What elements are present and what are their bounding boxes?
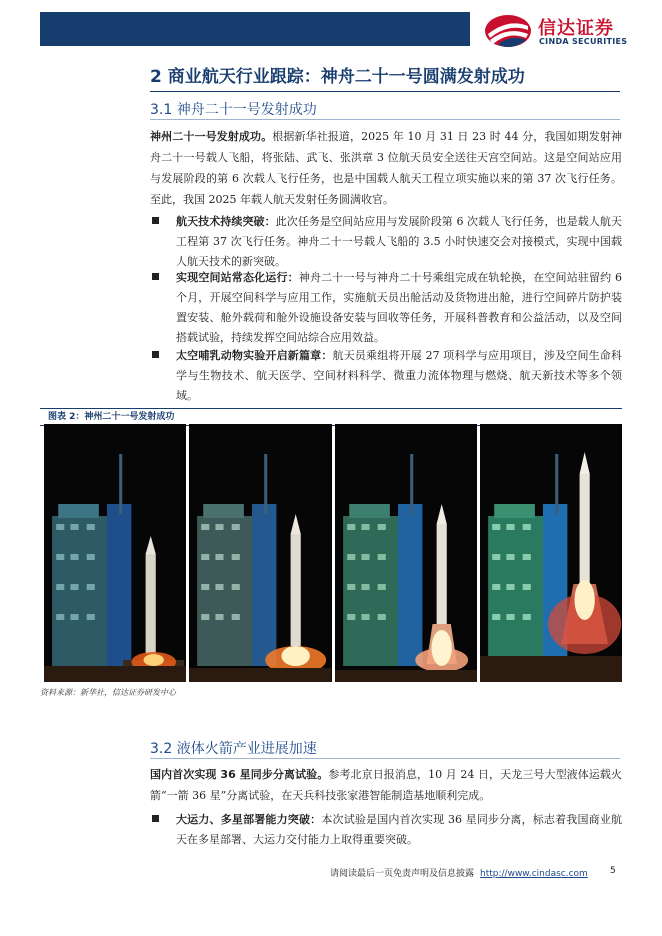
launch-photo-strip	[44, 424, 622, 682]
rocket-launch-photo-4	[480, 424, 622, 682]
footer-disclaimer	[330, 866, 588, 879]
subsection-title-3-1: 3.1 神舟二十一号发射成功	[150, 102, 317, 118]
figure-caption-text: 图表 2：神州二十一号发射成功	[48, 412, 175, 422]
paragraph-lead-bold: 神州二十一号发射成功。	[150, 130, 273, 143]
bullet-bold: 实现空间站常态化运行：	[176, 271, 299, 284]
bullet-square-icon	[152, 815, 159, 822]
rocket-launch-photo-2	[189, 424, 331, 682]
logo-text-cn: 信达证券	[538, 18, 614, 39]
bullet-text	[176, 346, 622, 406]
section-title: 2 商业航天行业跟踪：神舟二十一号圆满发射成功	[150, 67, 525, 87]
footer-disclaimer-text: 请阅读最后一页免责声明及信息披露	[330, 869, 475, 879]
title-divider	[150, 91, 620, 92]
paragraph-lead-bold: 国内首次实现 36 星同步分离试验。	[150, 768, 329, 781]
bullet-bold: 太空哺乳动物实验开启新篇章：	[176, 349, 333, 362]
bullet-text	[176, 212, 622, 272]
bullet-bold: 航天技术持续突破：	[176, 215, 276, 228]
bullet-text	[176, 268, 622, 348]
bullet-body: 航天员乘组将开展 27 项科学与应用项目，涉及空间生命科学与生物技术、航天医学、空间材料科学、微重力流体物理与燃烧、航天新技术等多个领域。	[176, 349, 622, 402]
bullet-body: 神舟二十一号与神舟二十号乘组完成在轨轮换，在空间站驻留约 6 个月，开展空间科学与应用工作，实施航天员出舱活动及货物进出舱，进行空间碎片防护装置安装、舱外载荷和舱外设施设备安装与回收等任务，开展科普教育和公益活动，以及空间搭载试验，持续发挥空间站综合应用效益。	[176, 271, 623, 344]
bullet-bold: 大运力、多星部署能力突破：	[176, 813, 322, 826]
bullet-square-icon	[152, 351, 159, 358]
paragraph-36-satellite-test	[150, 764, 622, 806]
company-logo	[484, 14, 628, 48]
logo-text-en: CINDA SECURITIES	[539, 37, 628, 46]
paragraph-shenzhou-launch	[150, 126, 622, 210]
paragraph-lead-text: 参考北京日报消息，10 月 24 日，天龙三号大型液体运载火箭“一箭 36 星”分离试验，在天兵科技张家港智能制造基地顺利完成。	[150, 768, 623, 802]
paragraph-lead-text: 根据新华社报道，2025 年 10 月 31 日 23 时 44 分，我国如期发射神舟二十一号载人飞船，将张陆、武飞、张洪章 3 位航天员安全送往天宫空间站。这是空间站应用与发展阶段的第 6 次载人飞行任务，也是中国载人航天工程立项实施以来的第 37 次飞行任务。至此，我国 2025 年载人航天发射任务圆满收官。	[150, 130, 622, 206]
bullet-square-icon	[152, 273, 159, 280]
subsection-divider-3-1	[150, 119, 620, 120]
bullet-text	[176, 810, 622, 850]
logo-mark-icon	[484, 14, 532, 48]
page-number: 5	[610, 866, 616, 876]
footer-website-link[interactable]: http://www.cindasc.com	[480, 869, 588, 879]
subsection-title-3-2: 3.2 液体火箭产业进展加速	[150, 741, 317, 757]
subsection-divider-3-2	[150, 758, 620, 759]
rocket-launch-photo-1	[44, 424, 186, 682]
bullet-square-icon	[152, 217, 159, 224]
figure-source: 资料来源：新华社，信达证券研发中心	[40, 688, 176, 697]
bullet-body: 本次试验是国内首次实现 36 星同步分离，标志着我国商业航天在多星部署、大运力交付能力上取得重要突破。	[176, 813, 622, 846]
bullet-body: 此次任务是空间站应用与发展阶段第 6 次载人飞行任务，也是载人航天工程第 37 次飞行任务。神舟二十一号载人飞船的 3.5 小时快速交会对接模式，实现中国载人航天技术的新突破。	[176, 215, 623, 268]
rocket-launch-photo-3	[335, 424, 477, 682]
header-bar	[40, 12, 470, 46]
